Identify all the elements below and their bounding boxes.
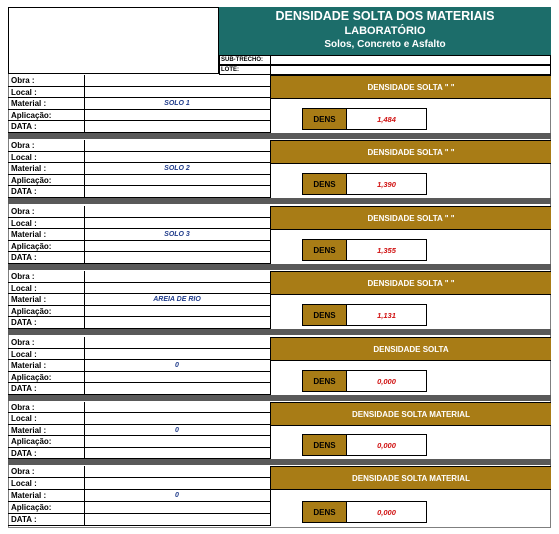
field-label-local: Local : <box>11 414 37 424</box>
field-label-aplicacao: Aplicação: <box>11 175 52 185</box>
dens-value[interactable]: 1,484 <box>347 108 427 130</box>
field-label-data: DATA : <box>11 448 37 458</box>
field-row-aplicacao[interactable] <box>8 306 270 318</box>
block-separator <box>8 198 551 204</box>
field-label-aplicacao: Aplicação: <box>11 437 52 447</box>
density-block <box>8 140 551 198</box>
material-value: 0 <box>175 362 179 370</box>
field-row-material[interactable] <box>8 294 270 306</box>
field-label-material: Material : <box>11 230 47 240</box>
dens-value[interactable]: 0,000 <box>347 501 427 523</box>
density-block <box>8 271 551 329</box>
lote-row[interactable] <box>219 65 551 75</box>
block-separator <box>8 329 551 335</box>
field-label-obra: Obra : <box>11 338 35 347</box>
dens-value[interactable]: 0,000 <box>347 434 427 456</box>
field-label-local: Local : <box>11 218 37 228</box>
field-label-obra: Obra : <box>11 403 35 412</box>
material-value: SOLO 2 <box>164 165 190 173</box>
field-label-local: Local : <box>11 479 37 488</box>
field-label-data: DATA : <box>11 515 37 524</box>
field-row-data[interactable] <box>8 186 270 198</box>
block-separator <box>8 395 551 401</box>
dens-label: DENS <box>302 239 347 261</box>
density-title-bar: DENSIDADE SOLTA " " <box>271 140 551 164</box>
field-row-obra[interactable] <box>8 402 270 413</box>
density-block <box>8 337 551 395</box>
material-value: SOLO 3 <box>164 231 190 239</box>
dens-value[interactable]: 1,355 <box>347 239 427 261</box>
field-row-data[interactable] <box>8 514 270 526</box>
field-label-material: Material : <box>11 99 47 109</box>
field-row-obra[interactable] <box>8 271 270 283</box>
field-label-local: Local : <box>11 283 37 293</box>
field-label-material: Material : <box>11 361 47 371</box>
density-block <box>8 206 551 264</box>
sub-trecho-label: SUB-TRECHO: <box>221 57 263 63</box>
density-title-bar: DENSIDADE SOLTA MATERIAL <box>271 402 551 426</box>
density-title-bar: DENSIDADE SOLTA " " <box>271 206 551 230</box>
field-label-aplicacao: Aplicação: <box>11 503 52 512</box>
block-separator <box>8 264 551 270</box>
form-header <box>219 7 551 55</box>
lote-label: LOTE: <box>221 67 239 73</box>
field-row-obra[interactable] <box>8 75 270 87</box>
logo-area <box>8 7 219 74</box>
density-title-bar: DENSIDADE SOLTA " " <box>271 75 551 99</box>
field-label-obra: Obra : <box>11 76 35 85</box>
field-label-data: DATA : <box>11 187 37 197</box>
dens-value[interactable]: 0,000 <box>347 370 427 392</box>
field-row-obra[interactable] <box>8 466 270 478</box>
field-row-aplicacao[interactable] <box>8 372 270 384</box>
dens-value[interactable]: 1,131 <box>347 304 427 326</box>
material-value: 0 <box>175 492 179 499</box>
field-label-obra: Obra : <box>11 141 35 150</box>
field-label-material: Material : <box>11 491 47 500</box>
field-label-data: DATA : <box>11 384 37 394</box>
density-title-bar: DENSIDADE SOLTA " " <box>271 271 551 295</box>
field-row-local[interactable] <box>8 87 270 99</box>
field-row-obra[interactable] <box>8 337 270 349</box>
density-title-bar: DENSIDADE SOLTA <box>271 337 551 361</box>
field-row-aplicacao[interactable] <box>8 175 270 187</box>
field-row-aplicacao[interactable] <box>8 110 270 122</box>
dens-label: DENS <box>302 108 347 130</box>
field-label-material: Material : <box>11 425 47 435</box>
field-row-data[interactable] <box>8 121 270 133</box>
dens-label: DENS <box>302 304 347 326</box>
dens-label: DENS <box>302 173 347 195</box>
field-label-local: Local : <box>11 152 37 162</box>
field-label-aplicacao: Aplicação: <box>11 306 52 316</box>
field-row-obra[interactable] <box>8 140 270 152</box>
field-row-data[interactable] <box>8 317 270 329</box>
field-row-aplicacao[interactable] <box>8 436 270 447</box>
block-separator <box>8 133 551 139</box>
field-label-data: DATA : <box>11 122 37 132</box>
material-value: SOLO 1 <box>164 100 190 108</box>
field-label-data: DATA : <box>11 318 37 328</box>
field-row-local[interactable] <box>8 218 270 230</box>
field-row-local[interactable] <box>8 413 270 424</box>
density-block <box>8 466 551 526</box>
field-label-material: Material : <box>11 164 47 174</box>
density-block <box>8 75 551 133</box>
block-separator <box>8 459 551 465</box>
field-row-material[interactable] <box>8 163 270 175</box>
field-row-data[interactable] <box>8 252 270 264</box>
field-row-local[interactable] <box>8 283 270 295</box>
field-label-data: DATA : <box>11 253 37 263</box>
field-label-obra: Obra : <box>11 207 35 216</box>
field-label-aplicacao: Aplicação: <box>11 110 52 120</box>
material-value: AREIA DE RIO <box>153 296 201 304</box>
field-row-data[interactable] <box>8 383 270 395</box>
field-row-local[interactable] <box>8 478 270 490</box>
field-label-material: Material : <box>11 295 47 305</box>
form-scope: Solos, Concreto e Asfalto <box>324 39 446 50</box>
field-label-aplicacao: Aplicação: <box>11 241 52 251</box>
material-value: 0 <box>175 426 179 434</box>
field-row-aplicacao[interactable] <box>8 502 270 514</box>
field-label-obra: Obra : <box>11 272 35 281</box>
dens-label: DENS <box>302 501 347 523</box>
density-block <box>8 402 551 459</box>
field-row-material[interactable] <box>8 490 270 502</box>
field-row-local[interactable] <box>8 152 270 164</box>
field-row-material[interactable] <box>8 98 270 110</box>
field-label-local: Local : <box>11 349 37 359</box>
dens-label: DENS <box>302 370 347 392</box>
field-row-material[interactable] <box>8 360 270 372</box>
field-row-obra[interactable] <box>8 206 270 218</box>
field-row-aplicacao[interactable] <box>8 241 270 253</box>
field-label-obra: Obra : <box>11 467 35 476</box>
field-row-material[interactable] <box>8 425 270 436</box>
density-title-bar: DENSIDADE SOLTA MATERIAL <box>271 466 551 490</box>
field-label-local: Local : <box>11 87 37 97</box>
field-row-material[interactable] <box>8 229 270 241</box>
dens-value[interactable]: 1,390 <box>347 173 427 195</box>
sub-trecho-row[interactable] <box>219 55 551 65</box>
form-title: DENSIDADE SOLTA DOS MATERIAIS <box>275 9 495 23</box>
dens-label: DENS <box>302 434 347 456</box>
field-row-local[interactable] <box>8 349 270 361</box>
field-row-data[interactable] <box>8 448 270 459</box>
form-subtitle: LABORATÓRIO <box>344 25 426 37</box>
field-label-aplicacao: Aplicação: <box>11 372 52 382</box>
